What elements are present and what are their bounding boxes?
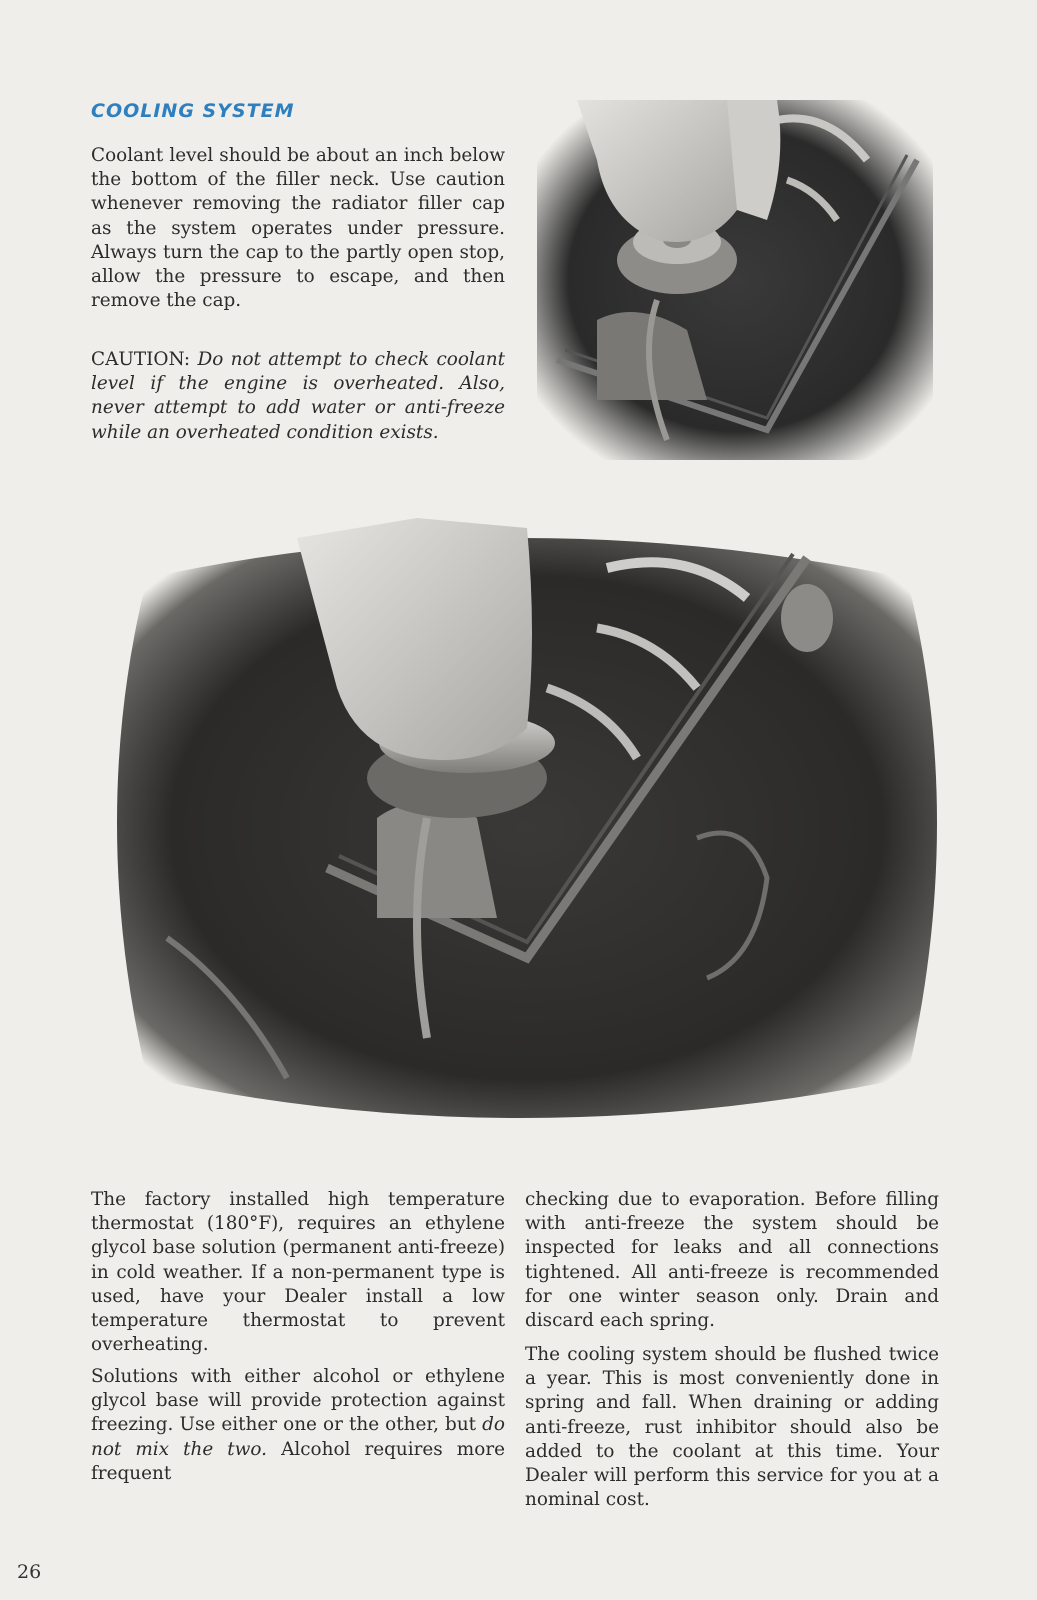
radiator-cap-photo-small bbox=[537, 100, 933, 460]
flushing-paragraph bbox=[525, 1343, 939, 1512]
evaporation-paragraph bbox=[525, 1188, 939, 1333]
thermostat-text: The factory installed high temperature thermostat (180°F), requires an ethylene glycol base solution (permanent anti-freeze) in cold weather. If a non-permanent type is used, have your Dealer install a low temperature thermostat to prevent overheating. bbox=[91, 1189, 505, 1356]
radiator-cap-photo-large bbox=[87, 518, 951, 1132]
section-heading: COOLING SYSTEM bbox=[91, 100, 295, 122]
evaporation-text: checking due to evaporation. Before filling with anti-freeze the system should be inspected for leaks and all connections tightened. All anti-freeze is recommended for one winter season only. Drain and discard each spring. bbox=[525, 1189, 939, 1332]
intro-text: Coolant level should be about an inch below the bottom of the filler neck. Use caution whenever removing the radiator filler cap as the system operates under pressure. Always turn the cap to the partly open stop, allow the pressure to escape, and then remove the cap. bbox=[91, 145, 505, 312]
solutions-text-start: Solutions with either alcohol or ethylene glycol base will provide protection against freezing. Use either one or the other, but bbox=[91, 1366, 505, 1436]
intro-paragraph bbox=[91, 144, 505, 313]
solutions-paragraph bbox=[91, 1365, 505, 1486]
caution-text: Do not attempt to check coolant level if the engine is overheated. Also, never attempt to add water or anti-freeze while an overheated condition exists. bbox=[91, 349, 505, 443]
caution-paragraph bbox=[91, 348, 505, 445]
page-number: 26 bbox=[17, 1561, 42, 1583]
flushing-text: The cooling system should be flushed twice a year. This is most conveniently done in spring and fall. When draining or adding anti-freeze, rust inhibitor should also be added to the coolant at this time. Your Dealer will perform this service for you at a nominal cost. bbox=[525, 1344, 939, 1511]
solutions-text-emphasis: do not mix the two. bbox=[91, 1414, 505, 1460]
thermostat-paragraph bbox=[91, 1188, 505, 1357]
solutions-text-end: Alcohol requires more frequent bbox=[91, 1438, 505, 1484]
caution-label: CAUTION: bbox=[91, 349, 191, 370]
